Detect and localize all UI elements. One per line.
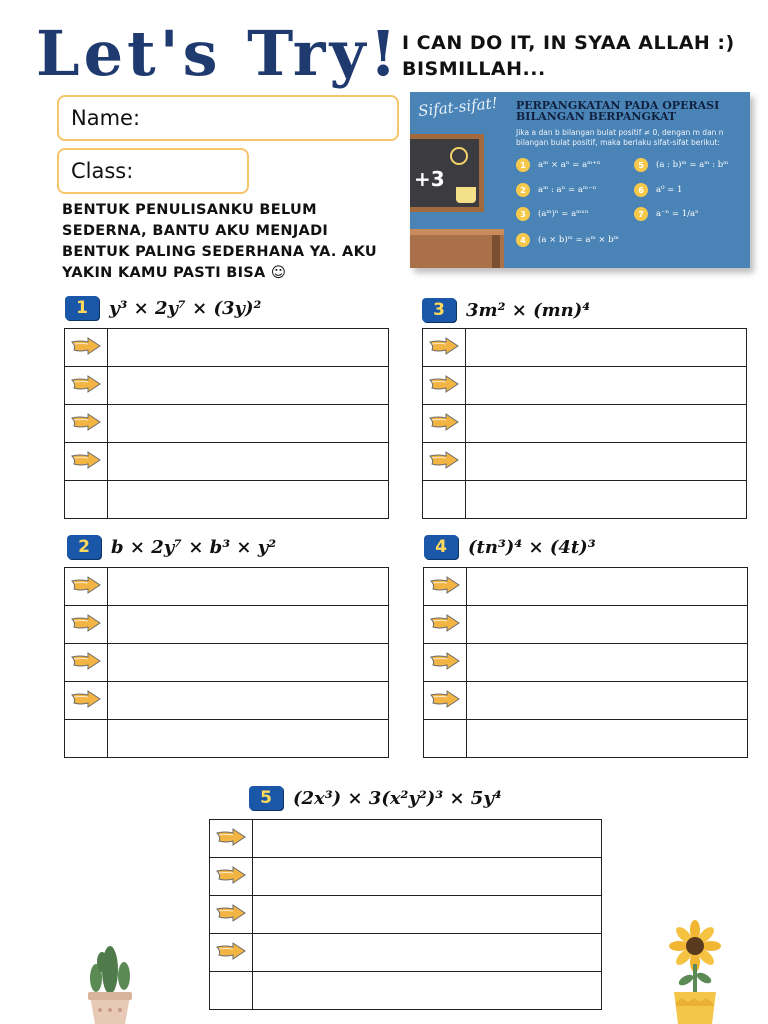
row-marker-cell: [423, 405, 466, 443]
answer-row: [65, 367, 389, 405]
arrow-icon: [429, 651, 461, 671]
arrow-icon: [429, 689, 461, 709]
arrow-icon: [215, 827, 247, 847]
answer-row: [65, 682, 389, 720]
row-marker-cell: [65, 367, 108, 405]
answer-cell[interactable]: [467, 720, 748, 758]
answer-cell[interactable]: [253, 896, 602, 934]
row-marker-cell: [423, 481, 466, 519]
property-formula: (a : b)ᵐ = aᵐ : bᵐ: [656, 160, 729, 170]
answer-row: [424, 644, 748, 682]
problem-3-header: [422, 298, 590, 322]
page-title: Let's Try!: [36, 17, 401, 90]
row-marker-cell: [424, 644, 467, 682]
answer-table-4: [423, 567, 748, 758]
answer-row: [65, 644, 389, 682]
answer-row: [423, 443, 747, 481]
answer-table-2: [64, 567, 389, 758]
arrow-icon: [70, 412, 102, 432]
card-intro: Jika a dan b bilangan bulat positif ≠ 0, dengan m dan n bilangan bulat positif, maka berlaku sifat-sifat berikut:: [516, 128, 724, 147]
row-marker-cell: [65, 405, 108, 443]
row-marker-cell: [424, 720, 467, 758]
cactus-icon: [78, 940, 142, 1024]
arrow-icon: [428, 336, 460, 356]
row-marker-cell: [210, 858, 253, 896]
arrow-icon: [428, 450, 460, 470]
answer-cell[interactable]: [466, 405, 747, 443]
row-marker-cell: [210, 934, 253, 972]
answer-cell[interactable]: [108, 682, 389, 720]
property-item: [634, 207, 699, 221]
row-marker-cell: [65, 644, 108, 682]
answer-row: [65, 606, 389, 644]
sun-icon: [450, 147, 468, 165]
name-label: Name:: [71, 106, 141, 130]
arrow-icon: [429, 575, 461, 595]
answer-cell[interactable]: [467, 606, 748, 644]
answer-row: [210, 858, 602, 896]
arrow-icon: [429, 613, 461, 633]
answer-row: [424, 720, 748, 758]
answer-cell[interactable]: [467, 568, 748, 606]
answer-row: [65, 329, 389, 367]
answer-table-5: [209, 819, 602, 1010]
row-marker-cell: [423, 443, 466, 481]
arrow-icon: [70, 651, 102, 671]
answer-row: [65, 568, 389, 606]
problem-number-badge: 4: [424, 535, 458, 559]
problem-number-badge: 3: [422, 298, 456, 322]
answer-table-1: [64, 328, 389, 519]
property-number: 6: [634, 183, 648, 197]
instruction-text: BENTUK PENULISANKU BELUM SEDERNA, BANTU AKU MENJADI BENTUK PALING SEDERHANA YA. AKU YAKIN KAMU PASTI BISA ☺: [62, 202, 377, 281]
property-formula: aᵐ × aⁿ = aᵐ⁺ⁿ: [538, 160, 601, 170]
property-formula: a⁰ = 1: [656, 185, 683, 195]
arrow-icon: [70, 374, 102, 394]
answer-cell[interactable]: [108, 606, 389, 644]
answer-cell[interactable]: [108, 481, 389, 519]
row-marker-cell: [424, 568, 467, 606]
answer-cell[interactable]: [253, 820, 602, 858]
answer-cell[interactable]: [466, 329, 747, 367]
motto: [402, 30, 735, 82]
row-marker-cell: [65, 682, 108, 720]
arrow-icon: [70, 336, 102, 356]
answer-cell[interactable]: [467, 682, 748, 720]
motto-line-2: BISMILLAH...: [402, 58, 546, 80]
arrow-icon: [70, 450, 102, 470]
answer-cell[interactable]: [466, 367, 747, 405]
arrow-icon: [215, 903, 247, 923]
answer-row: [424, 606, 748, 644]
arrow-icon: [70, 689, 102, 709]
property-number: 7: [634, 207, 648, 221]
properties-card: [410, 92, 750, 268]
property-number: 4: [516, 233, 530, 247]
row-marker-cell: [65, 720, 108, 758]
property-number: 2: [516, 183, 530, 197]
chalkboard-icon: [410, 134, 484, 212]
problem-expression: b × 2y⁷ × b³ × y²: [111, 536, 277, 558]
answer-cell[interactable]: [253, 934, 602, 972]
arrow-icon: [215, 865, 247, 885]
answer-cell[interactable]: [108, 720, 389, 758]
property-item: [634, 158, 728, 172]
row-marker-cell: [424, 606, 467, 644]
name-field[interactable]: [57, 95, 399, 141]
answer-cell[interactable]: [108, 568, 389, 606]
answer-cell[interactable]: [253, 972, 602, 1010]
problem-number-badge: 5: [249, 786, 283, 810]
answer-table-3: [422, 328, 747, 519]
answer-cell[interactable]: [108, 405, 389, 443]
answer-cell[interactable]: [467, 644, 748, 682]
answer-row: [210, 934, 602, 972]
arrow-icon: [70, 613, 102, 633]
pencil-cup-icon: [456, 187, 476, 203]
sunflower-icon: [664, 918, 726, 1024]
answer-row: [423, 367, 747, 405]
arrow-icon: [428, 412, 460, 432]
property-formula: (aᵐ)ⁿ = aᵐˣⁿ: [538, 209, 589, 219]
answer-row: [210, 896, 602, 934]
problem-number-badge: 2: [67, 535, 101, 559]
problem-4-header: [424, 535, 596, 559]
property-item: [516, 233, 619, 247]
card-tag: Sifat-sifat!: [417, 93, 499, 121]
row-marker-cell: [423, 367, 466, 405]
property-formula: a⁻ⁿ = 1/aⁿ: [656, 209, 699, 219]
problem-expression: (2x³) × 3(x²y²)³ × 5y⁴: [293, 787, 502, 809]
arrow-icon: [215, 941, 247, 961]
class-field[interactable]: [57, 148, 249, 194]
property-item: [516, 207, 589, 221]
answer-row: [424, 682, 748, 720]
row-marker-cell: [65, 329, 108, 367]
problem-number-badge: 1: [65, 296, 99, 320]
answer-row: [65, 720, 389, 758]
row-marker-cell: [210, 896, 253, 934]
answer-row: [424, 568, 748, 606]
answer-row: [423, 481, 747, 519]
answer-cell[interactable]: [108, 329, 389, 367]
answer-row: [65, 405, 389, 443]
answer-cell[interactable]: [466, 443, 747, 481]
property-item: [634, 183, 682, 197]
row-marker-cell: [424, 682, 467, 720]
board-text: +3: [414, 167, 445, 191]
answer-cell[interactable]: [108, 644, 389, 682]
arrow-icon: [70, 575, 102, 595]
row-marker-cell: [65, 568, 108, 606]
answer-row: [423, 405, 747, 443]
answer-row: [65, 443, 389, 481]
answer-row: [210, 820, 602, 858]
answer-cell[interactable]: [108, 367, 389, 405]
problem-1-header: [65, 296, 261, 320]
answer-row: [423, 329, 747, 367]
property-formula: (a × b)ᵐ = aᵐ × bᵐ: [538, 235, 619, 245]
problem-5-header: [249, 786, 502, 810]
row-marker-cell: [423, 329, 466, 367]
answer-row: [65, 481, 389, 519]
arrow-icon: [428, 374, 460, 394]
property-number: 3: [516, 207, 530, 221]
property-item: [516, 158, 601, 172]
answer-row: [210, 972, 602, 1010]
desk-icon: [410, 229, 504, 268]
row-marker-cell: [210, 820, 253, 858]
class-label: Class:: [71, 159, 134, 183]
property-number: 5: [634, 158, 648, 172]
problem-expression: y³ × 2y⁷ × (3y)²: [109, 297, 262, 319]
problem-expression: (tn³)⁴ × (4t)³: [468, 536, 596, 558]
motto-line-1: I CAN DO IT, IN SYAA ALLAH :): [402, 32, 735, 54]
answer-cell[interactable]: [108, 443, 389, 481]
desk-leg: [492, 235, 500, 268]
property-number: 1: [516, 158, 530, 172]
card-title: PERPANGKATAN PADA OPERASI BILANGAN BERPANGKAT: [516, 99, 720, 123]
answer-cell[interactable]: [253, 858, 602, 896]
row-marker-cell: [65, 481, 108, 519]
answer-cell[interactable]: [466, 481, 747, 519]
property-item: [516, 183, 596, 197]
row-marker-cell: [65, 443, 108, 481]
problem-2-header: [67, 535, 276, 559]
row-marker-cell: [65, 606, 108, 644]
row-marker-cell: [210, 972, 253, 1010]
property-formula: aᵐ : aⁿ = aᵐ⁻ⁿ: [538, 185, 597, 195]
problem-expression: 3m² × (mn)⁴: [466, 299, 591, 321]
